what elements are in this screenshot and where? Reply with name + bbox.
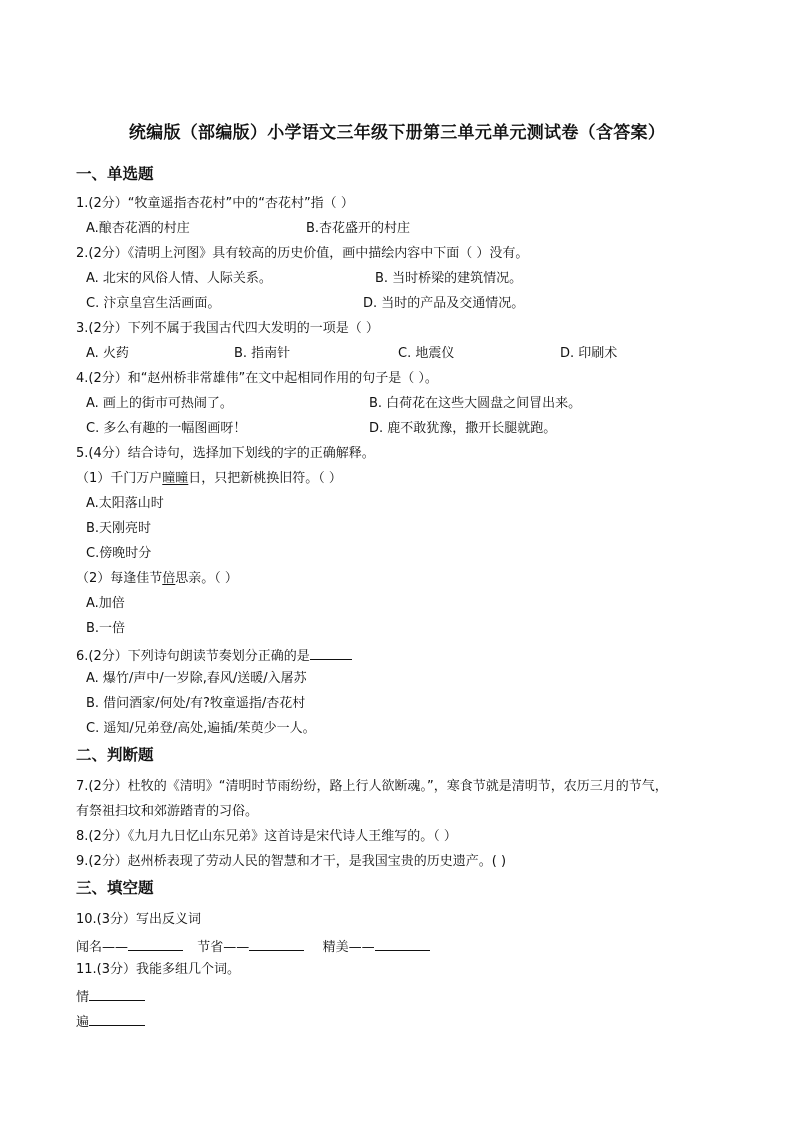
question-6-option-b: B. 借问酒家/何处/有?牧童遥指/杏花村 bbox=[86, 696, 306, 711]
question-5-sub-2 bbox=[76, 570, 238, 588]
answer-blank[interactable] bbox=[310, 645, 352, 660]
question-5-sub-2-suffix: 思亲。（ ） bbox=[175, 571, 238, 586]
question-2-option-b: B. 当时桥梁的建筑情况。 bbox=[375, 271, 523, 286]
question-5-sub-1-option-c: C.傍晚时分 bbox=[86, 546, 152, 561]
question-8-stem: 8.(2分）《九月九日忆山东兄弟》这首诗是宋代诗人王维写的。（ ） bbox=[76, 829, 457, 844]
antonym-word-3: 精美—— bbox=[322, 940, 375, 955]
answer-blank[interactable] bbox=[128, 936, 183, 951]
question-11-char-1-row bbox=[76, 986, 145, 1007]
question-7-line-1: 7.(2分）杜牧的《清明》“清明时节雨纷纷，路上行人欲断魂。”，寒食节就是清明节，农历三月的节气， bbox=[76, 779, 668, 794]
question-5-stem: 5.(4分）结合诗句，选择加下划线的字的正确解释。 bbox=[76, 446, 375, 461]
question-10-stem: 10.(3分）写出反义词 bbox=[76, 912, 202, 927]
question-5-sub-2-option-a: A.加倍 bbox=[86, 596, 125, 611]
question-11-stem: 11.(3分）我能多组几个词。 bbox=[76, 962, 241, 977]
question-6-option-c: C. 遥知/兄弟登/高处,遍插/茱萸少一人。 bbox=[86, 721, 316, 736]
question-5-sub-2-option-b: B.一倍 bbox=[86, 621, 126, 636]
answer-blank[interactable] bbox=[89, 1011, 145, 1026]
question-5-sub-1-option-b: B.天刚亮时 bbox=[86, 521, 152, 536]
question-5-sub-1-suffix: 日，只把新桃换旧符。（ ） bbox=[188, 471, 342, 486]
question-2-option-a: A. 北宋的风俗人情、人际关系。 bbox=[86, 271, 272, 286]
question-5-sub-2-underlined-word: 倍 bbox=[162, 571, 176, 586]
question-4-option-a: A. 画上的街市可热闹了。 bbox=[86, 396, 233, 411]
question-5-sub-1-underlined-word: 曈曈 bbox=[162, 471, 189, 486]
question-10-words bbox=[76, 936, 430, 957]
antonym-word-1: 闻名—— bbox=[76, 940, 129, 955]
question-6-stem-text: 6.(2分）下列诗句朗读节奏划分正确的是 bbox=[76, 649, 310, 664]
question-5-sub-1 bbox=[76, 470, 342, 488]
question-11-char-2: 遍 bbox=[76, 1015, 90, 1030]
question-1-option-a: A.酿杏花酒的村庄 bbox=[86, 221, 190, 236]
question-3-option-d: D. 印刷术 bbox=[560, 346, 618, 361]
question-3-option-a: A. 火药 bbox=[86, 346, 129, 361]
question-1-option-b: B.杏花盛开的村庄 bbox=[306, 221, 411, 236]
antonym-word-2: 节省—— bbox=[197, 940, 250, 955]
question-5-sub-2-prefix: （2）每逢佳节 bbox=[76, 571, 163, 586]
question-5-sub-1-prefix: （1）千门万户 bbox=[76, 471, 163, 486]
question-2-stem: 2.(2分）《清明上河图》具有较高的历史价值，画中描绘内容中下面（ ）没有。 bbox=[76, 246, 529, 261]
question-3-option-b: B. 指南针 bbox=[234, 346, 291, 361]
section-heading-single-choice: 一、单选题 bbox=[76, 165, 154, 183]
answer-blank[interactable] bbox=[375, 936, 430, 951]
answer-blank[interactable] bbox=[249, 936, 304, 951]
answer-blank[interactable] bbox=[89, 986, 145, 1001]
section-heading-fill-in: 三、填空题 bbox=[76, 879, 154, 897]
question-1-stem: 1.(2分）“牧童遥指杏花村”中的“杏花村”指（ ） bbox=[76, 196, 354, 211]
question-4-stem: 4.(2分）和“赵州桥非常雄伟”在文中起相同作用的句子是（ ）。 bbox=[76, 371, 438, 386]
question-4-option-c: C. 多么有趣的一幅图画呀！ bbox=[86, 421, 247, 436]
question-3-option-c: C. 地震仪 bbox=[398, 346, 455, 361]
page-title: 统编版（部编版）小学语文三年级下册第三单元单元测试卷（含答案） bbox=[128, 123, 666, 143]
question-3-stem: 3.(2分）下列不属于我国古代四大发明的一项是（ ） bbox=[76, 321, 379, 336]
question-4-option-b: B. 白荷花在这些大圆盘之间冒出来。 bbox=[369, 396, 582, 411]
question-4-option-d: D. 鹿不敢犹豫，撒开长腿就跑。 bbox=[369, 421, 557, 436]
question-6-stem bbox=[76, 645, 352, 666]
question-11-char-2-row bbox=[76, 1011, 145, 1032]
question-9-stem: 9.(2分）赵州桥表现了劳动人民的智慧和才干，是我国宝贵的历史遗产。( ) bbox=[76, 854, 507, 869]
question-6-option-a: A. 爆竹/声中/一岁除,春风/送暖/入屠苏 bbox=[86, 671, 307, 686]
section-heading-true-false: 二、判断题 bbox=[76, 746, 154, 764]
question-2-option-c: C. 汴京皇宫生活画面。 bbox=[86, 296, 221, 311]
question-11-char-1: 情 bbox=[76, 990, 90, 1005]
question-5-sub-1-option-a: A.太阳落山时 bbox=[86, 496, 164, 511]
question-2-option-d: D. 当时的产品及交通情况。 bbox=[363, 296, 525, 311]
question-7-line-2: 有祭祖扫坟和郊游踏青的习俗。 bbox=[76, 804, 259, 819]
